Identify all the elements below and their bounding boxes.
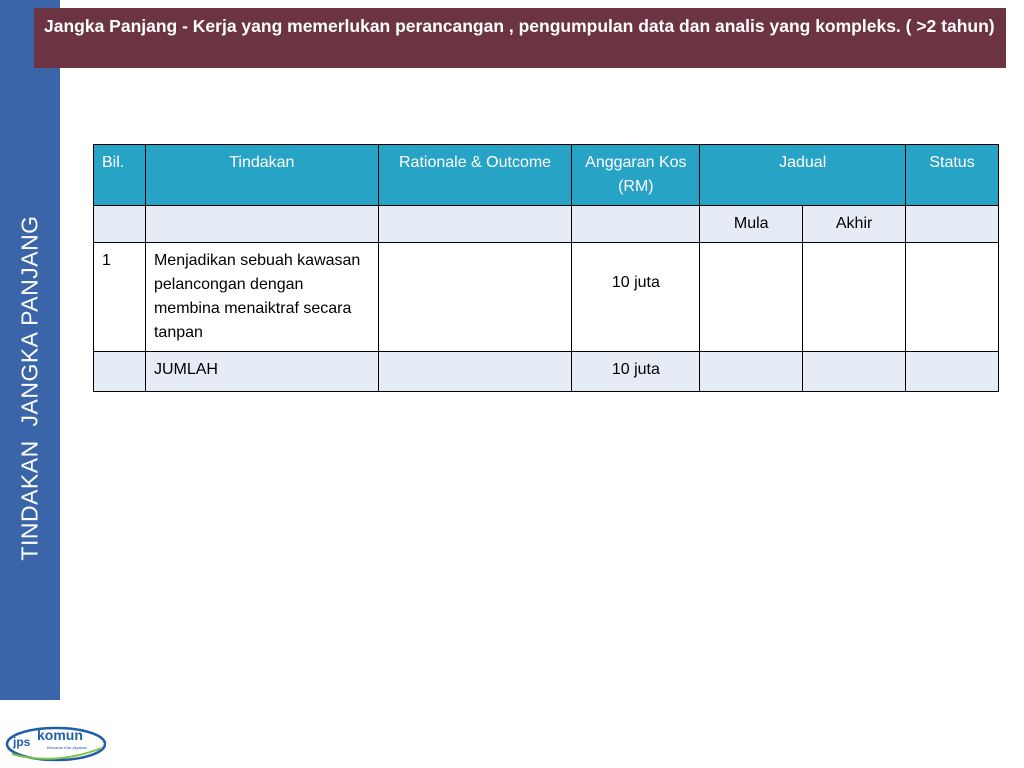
- table-cell: [378, 206, 572, 243]
- table-cell: [94, 352, 146, 392]
- header-status: Status: [906, 145, 999, 206]
- total-anggaran: 10 juta: [572, 352, 700, 392]
- header-rationale: Rationale & Outcome: [378, 145, 572, 206]
- table-header-row: [94, 145, 999, 206]
- subheader-akhir: Akhir: [803, 206, 906, 243]
- jps-komun-logo: [4, 724, 106, 764]
- table-subheader-row: [94, 206, 999, 243]
- row-mula: [700, 243, 803, 352]
- header-jadual: Jadual: [700, 145, 906, 206]
- total-label: JUMLAH: [145, 352, 378, 392]
- table-cell: [572, 206, 700, 243]
- table-cell: [94, 206, 146, 243]
- table-total-row: [94, 352, 999, 392]
- table-cell: [906, 352, 999, 392]
- table-cell: [378, 352, 572, 392]
- logo-text-right: komun: [37, 727, 83, 743]
- logo-tagline: Bersama Kita Jayakan: [47, 745, 88, 750]
- row-tindakan: Menjadikan sebuah kawasan pelancongan dengan membina menaiktraf secara tanpan: [145, 243, 378, 352]
- table-cell: [906, 206, 999, 243]
- row-bil: 1: [94, 243, 146, 352]
- vertical-section-title: TINDAKAN JANGKA PANJANG: [16, 215, 43, 561]
- header-bar: [34, 8, 1006, 68]
- row-anggaran: 10 juta: [572, 243, 700, 352]
- table-cell: [700, 352, 803, 392]
- header-anggaran: Anggaran Kos (RM): [572, 145, 700, 206]
- row-akhir: [803, 243, 906, 352]
- table-cell: [145, 206, 378, 243]
- table-row: [94, 243, 999, 352]
- table-cell: [803, 352, 906, 392]
- page-title: Jangka Panjang - Kerja yang memerlukan perancangan , pengumpulan data dan analis yang kompleks. ( >2 tahun): [44, 16, 995, 36]
- row-rationale: [378, 243, 572, 352]
- action-plan-table: [93, 144, 999, 392]
- subheader-mula: Mula: [700, 206, 803, 243]
- header-tindakan: Tindakan: [145, 145, 378, 206]
- logo-text-left: jps: [13, 735, 31, 749]
- header-bil: Bil.: [94, 145, 146, 206]
- row-status: [906, 243, 999, 352]
